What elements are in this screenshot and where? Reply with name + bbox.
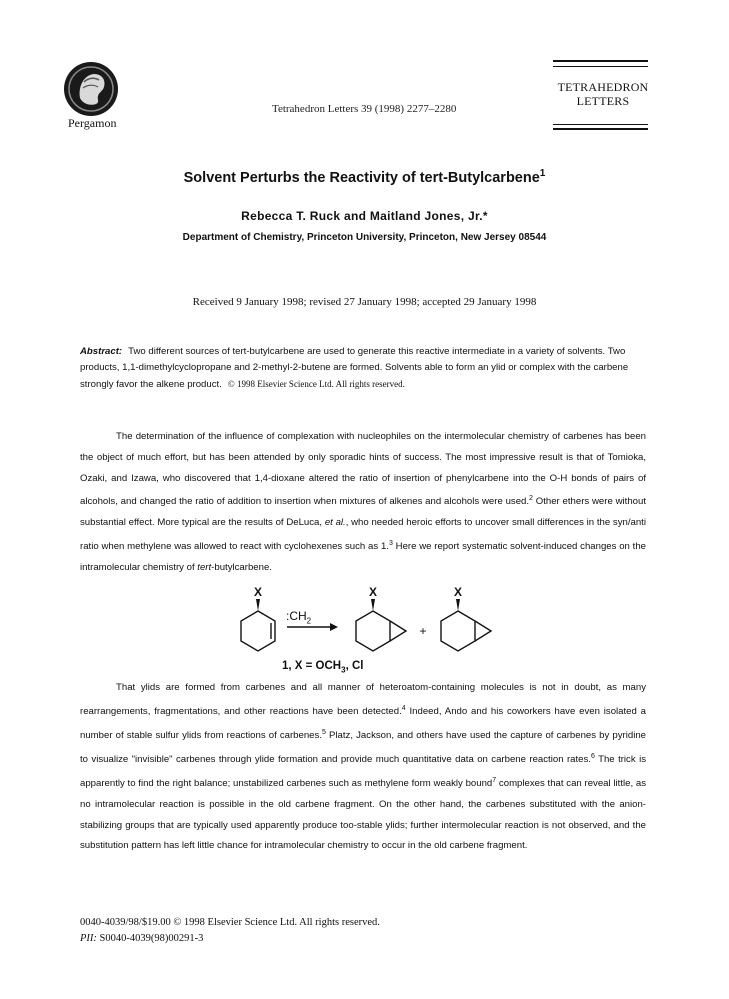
compound-label-subscript: 3 [341,665,346,675]
header-rule [553,66,648,67]
text-run: Platz, Jackson, and others have used the capture of carbenes by pyridine to visualize "invisible" carbenes through ylide formation and provide much quantitative data on carbene reaction rates. [80,729,647,765]
text-run: Indeed, Ando and his coworkers have even isolated a number of stable sulfur ylids from reactions of carbenes. [80,705,647,741]
reference-marker: 6 [590,752,595,760]
paragraph-text [80,427,646,579]
reagent-subscript: 2 [306,616,312,626]
author-affiliation: Department of Chemistry, Princeton University, Princeton, New Jersey 08544 [182,232,547,243]
publisher-name: Pergamon [68,116,117,130]
journal-name [548,80,658,108]
header-rule [553,128,648,130]
substituent-label: X [368,585,378,599]
reaction-scheme [205,582,505,662]
reagent-label [286,609,311,625]
reference-marker: 4 [401,704,406,712]
body-paragraph [80,427,646,579]
text-run: complexes that can reveal little, as no intramolecular reaction is possible in the old carbene fragment. On the other hand, the carbenes substituted with the anion-stabilizing groups that are typically used apparently produce too-stable ylids; further intermolecular reaction is not observed, and the substitution pattern has left little chance for intramolecular chemistry to occur in the old carbene fragment. [80,777,646,852]
reference-marker: 3 [388,540,393,548]
text-run: -butylcarbene. [211,562,272,574]
journal-name-line: LETTERS [576,94,630,108]
body-paragraph [80,678,646,857]
reference-marker: 5 [322,728,326,736]
footer-pii [80,933,203,944]
bicycloheptane-ring [441,611,475,651]
plus-sign: + [419,624,427,638]
text-run: Here we report systematic solvent-induced changes on the intramolecular chemistry of [80,541,647,574]
italic-text: tert [197,562,212,574]
reference-marker: 7 [492,776,497,784]
bicycloheptane-ring [356,611,390,651]
text-run: Other ethers were without substantial effect. More typical are the results of DeLuca, [80,496,646,529]
italic-text: et al. [324,517,346,529]
received-dates: Received 9 January 1998; revised 27 January 1998; accepted 29 January 1998 [192,296,537,308]
paper-title [0,168,729,186]
wedge-bond [256,599,260,611]
journal-citation: Tetrahedron Letters 39 (1998) 2277–2280 [272,103,457,115]
text-run: The trick is apparently to find the right balance; unstabilized carbenes such as methylene form weakly bound [80,753,647,789]
wedge-bond [371,599,375,611]
reference-marker: 2 [529,495,533,503]
text-run: That ylids are formed from carbenes and all manner of heteroatom-containing molecules is not in doubt, as many rearrangements, fragmentations, and other reactions have been detected. [80,682,646,717]
substituent-label: X [253,585,263,599]
journal-name-line: TETRAHEDRON [557,80,649,94]
paragraph-text [80,678,646,857]
compound-label-text: 1, X = OCH [282,660,342,672]
pii-value: S0040-4039(98)00291-3 [96,933,204,944]
wedge-bond [456,599,460,611]
paper-title-text: Solvent Perturbs the Reactivity of tert-Butylcarbene [183,169,540,186]
cyclohexene-ring [241,611,275,651]
pii-label: PII: [80,933,97,944]
title-footnote-marker: 1 [539,168,546,179]
abstract-copyright: © 1998 Elsevier Science Ltd. All rights reserved. [227,379,405,389]
footer-copyright: 0040-4039/98/$19.00 © 1998 Elsevier Science Ltd. All rights reserved. [80,917,380,928]
reagent-text: :CH [286,609,307,623]
paper-authors: Rebecca T. Ruck and Maitland Jones, Jr.* [241,209,488,223]
publisher-logo [62,60,120,118]
header-rule [553,124,648,125]
compound-label [282,660,363,674]
header-rule [553,60,648,62]
text-run: , who needed heroic efforts to uncover small differences in the syn/anti ratio when methylene was allowed to react with cyclohexenes such as 1. [80,517,646,553]
abstract-label: Abstract: [80,346,123,357]
abstract [80,344,646,393]
compound-label-tail: , Cl [345,660,364,672]
abstract-text: Two different sources of tert-butylcarbene are used to generate this reactive intermediate in a variety of solvents. Two products, 1,1-dimethylcyclopropane and 2-methyl-2-butene are formed. Solvents able to form an ylid or complex with the carbene strongly favor the alkene product. [80,346,629,390]
text-run: The determination of the influence of complexation with nucleophiles on the intermolecular chemistry of carbenes has been the object of much effort, but has been attended by only sporadic hints of success. The most impressive result is that of Tomioka, Ozaki, and Izawa, who discovered that 1,4-dioxane altered the ratio of insertion of phenylcarbene into the O-H bonds of pairs of alcohols, and changed the ratio of addition to insertion when mixtures of alkenes and alcohols were used. [80,431,646,508]
substituent-label: X [453,585,463,599]
